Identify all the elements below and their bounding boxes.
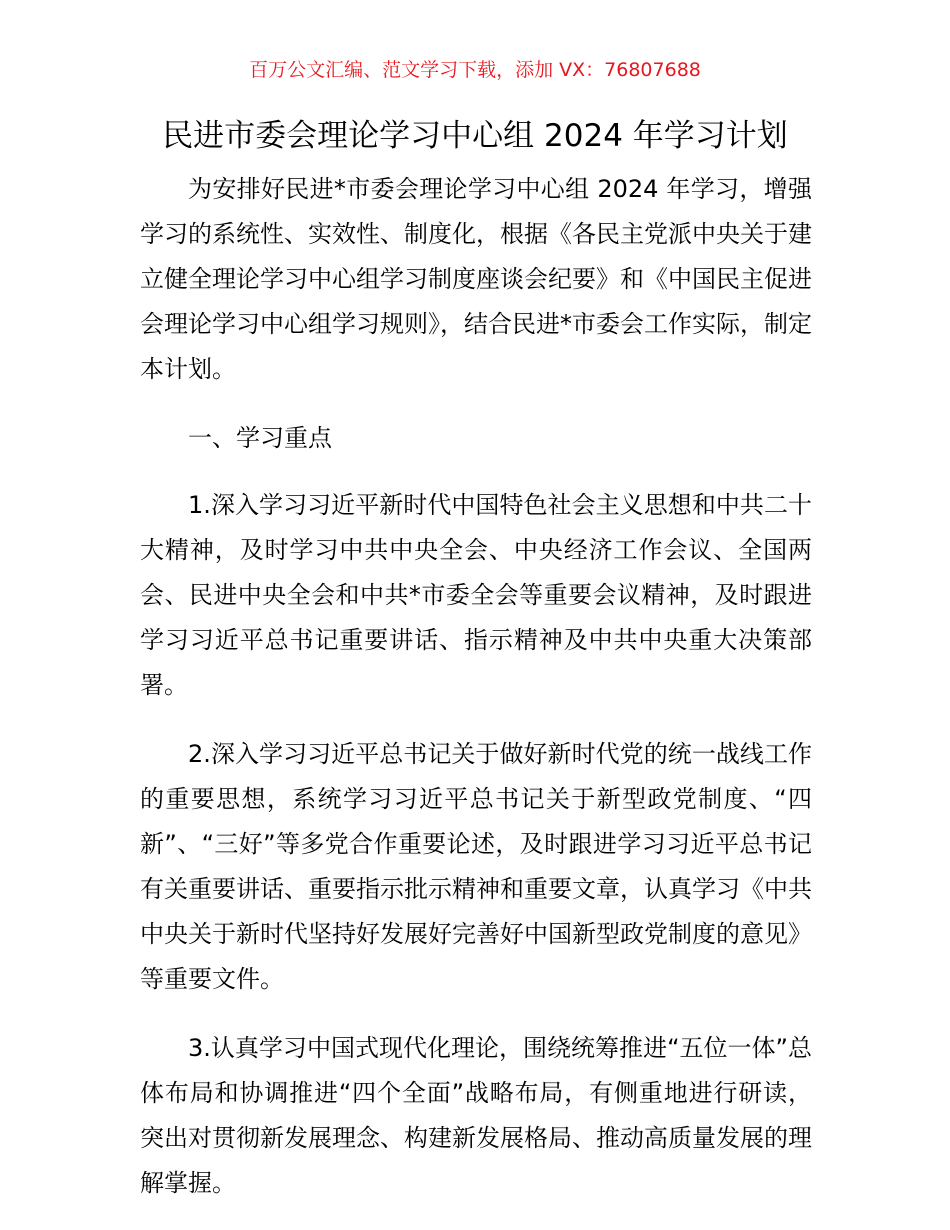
study-point-1: 1.深入学习习近平新时代中国特色社会主义思想和中共二十大精神，及时学习中共中央全会、中央经济工作会议、全国两会、民进中央全会和中共*市委全会等重要会议精神，及时跟进学习习近平总书记重要讲话、指示精神及中共中央重大决策部署。 xyxy=(140,491,812,699)
study-point-3: 3.认真学习中国式现代化理论，围绕统筹推进“五位一体”总体布局和协调推进“四个全面”战略布局，有侧重地进行研读，突出对贯彻新发展理念、构建新发展格局、推动高质量发展的理解掌握。 xyxy=(140,1034,812,1197)
study-point-2: 2.深入学习习近平总书记关于做好新时代党的统一战线工作的重要思想，系统学习习近平总书记关于新型政党制度、“四新”、“三好”等多党合作重要论述，及时跟进学习习近平总书记有关重要讲话、重要指示批示精神和重要文章，认真学习《中共中央关于新时代坚持好发展好完善好中国新型政党制度的意见》等重要文件。 xyxy=(140,740,812,993)
document-title: 民进市委会理论学习中心组 2024 年学习计划 xyxy=(162,118,788,154)
intro-paragraph: 为安排好民进*市委会理论学习中心组 2024 年学习，增强学习的系统性、实效性、制度化，根据《各民主党派中央关于建立健全理论学习中心组学习制度座谈会纪要》和《中国民主促进会理论学习中心组学习规则》，结合民进*市委会工作实际，制定本计划。 xyxy=(140,175,812,383)
section-heading-study-focus: 一、学习重点 xyxy=(188,424,332,452)
header-watermark-note: 百万公文汇编、范文学习下载，添加 VX：76807688 xyxy=(249,59,701,81)
document-body xyxy=(140,167,812,1230)
